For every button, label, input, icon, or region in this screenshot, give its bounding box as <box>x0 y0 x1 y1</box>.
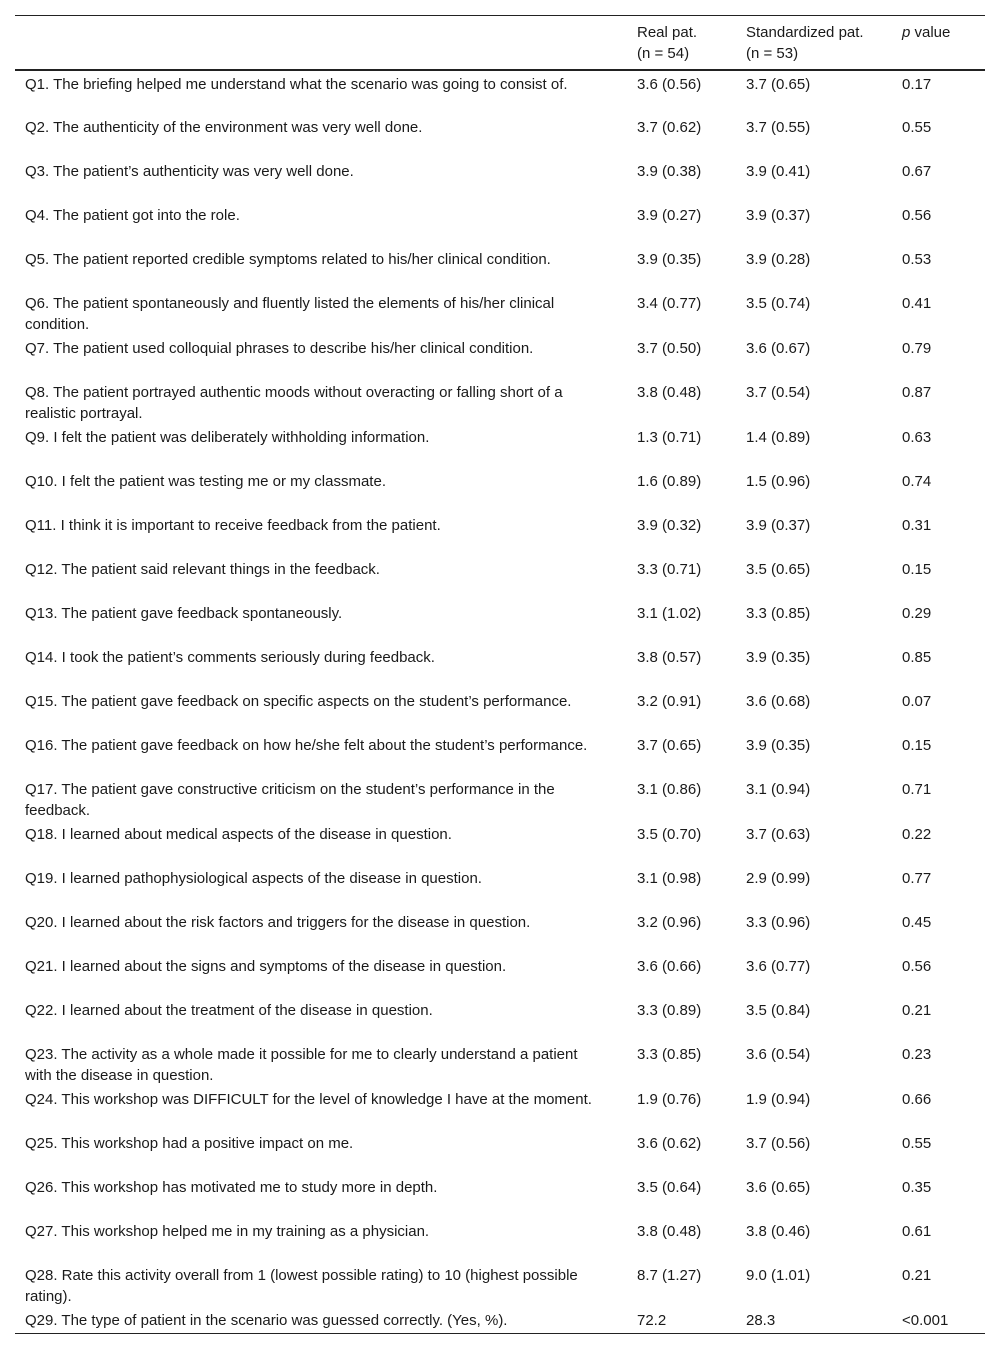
real-patient-cell: 3.1 (0.86) <box>637 780 702 798</box>
header-real-n: (n = 54) <box>637 45 690 62</box>
header-p-rest: value <box>910 24 951 41</box>
standardized-patient-cell: 3.5 (0.74) <box>746 294 811 312</box>
p-value-cell: 0.66 <box>902 1090 932 1108</box>
table-row <box>15 468 985 512</box>
question-cell: Q23. The activity as a whole made it possible for me to clearly understand a patient with the disease in question. <box>25 1045 578 1084</box>
question-cell: Q15. The patient gave feedback on specific aspects on the student’s performance. <box>25 692 572 710</box>
question-cell: Q18. I learned about medical aspects of the disease in question. <box>25 825 452 843</box>
question-cell: Q22. I learned about the treatment of the disease in question. <box>25 1001 433 1019</box>
real-patient-cell: 3.5 (0.64) <box>637 1178 702 1196</box>
table-row <box>15 865 985 909</box>
p-value-cell: 0.21 <box>902 1001 932 1019</box>
p-value-cell: 0.74 <box>902 472 932 490</box>
real-patient-cell: 3.3 (0.71) <box>637 560 702 578</box>
standardized-patient-cell: 1.5 (0.96) <box>746 472 811 490</box>
question-cell: Q3. The patient’s authenticity was very well done. <box>25 162 354 180</box>
results-table-container <box>15 15 985 1334</box>
p-value-cell: 0.55 <box>902 1134 932 1152</box>
question-cell: Q8. The patient portrayed authentic moods without overacting or falling short of a realistic portrayal. <box>25 383 563 422</box>
question-cell: Q26. This workshop has motivated me to study more in depth. <box>25 1178 438 1196</box>
real-patient-cell: 72.2 <box>637 1311 667 1329</box>
standardized-patient-cell: 3.7 (0.63) <box>746 825 811 843</box>
standardized-patient-cell: 1.9 (0.94) <box>746 1090 811 1108</box>
table-row <box>15 246 985 290</box>
real-patient-cell: 3.7 (0.50) <box>637 339 702 357</box>
p-value-cell: 0.29 <box>902 604 932 622</box>
real-patient-cell: 3.2 (0.91) <box>637 692 702 710</box>
table-row <box>15 1307 985 1334</box>
table-row <box>15 1130 985 1174</box>
real-patient-cell: 3.3 (0.85) <box>637 1045 702 1063</box>
question-cell: Q25. This workshop had a positive impact on me. <box>25 1134 354 1152</box>
standardized-patient-cell: 1.4 (0.89) <box>746 428 811 446</box>
p-value-cell: 0.87 <box>902 383 932 401</box>
standardized-patient-cell: 2.9 (0.99) <box>746 869 811 887</box>
real-patient-cell: 3.6 (0.62) <box>637 1134 702 1152</box>
standardized-patient-cell: 3.9 (0.35) <box>746 648 811 666</box>
table-row <box>15 776 985 821</box>
standardized-patient-cell: 3.8 (0.46) <box>746 1222 811 1240</box>
p-value-cell: 0.17 <box>902 75 932 93</box>
header-real-label: Real pat. <box>637 24 698 41</box>
standardized-patient-cell: 3.5 (0.84) <box>746 1001 811 1019</box>
question-cell: Q10. I felt the patient was testing me or my classmate. <box>25 472 386 490</box>
header-std-n: (n = 53) <box>746 45 799 62</box>
header-p-value <box>892 16 985 70</box>
table-row <box>15 1262 985 1307</box>
standardized-patient-cell: 9.0 (1.01) <box>746 1266 811 1284</box>
question-cell: Q7. The patient used colloquial phrases to describe his/her clinical condition. <box>25 339 534 357</box>
table-row <box>15 379 985 424</box>
question-cell: Q2. The authenticity of the environment was very well done. <box>25 118 423 136</box>
table-row <box>15 688 985 732</box>
standardized-patient-cell: 3.9 (0.37) <box>746 516 811 534</box>
question-cell: Q6. The patient spontaneously and fluently listed the elements of his/her clinical condition. <box>25 294 555 333</box>
p-value-cell: 0.15 <box>902 736 932 754</box>
p-value-cell: 0.45 <box>902 913 932 931</box>
table-row <box>15 821 985 865</box>
standardized-patient-cell: 3.1 (0.94) <box>746 780 811 798</box>
table-row <box>15 1218 985 1262</box>
real-patient-cell: 1.6 (0.89) <box>637 472 702 490</box>
standardized-patient-cell: 3.6 (0.67) <box>746 339 811 357</box>
real-patient-cell: 3.9 (0.38) <box>637 162 702 180</box>
table-row <box>15 290 985 335</box>
standardized-patient-cell: 3.9 (0.28) <box>746 250 811 268</box>
real-patient-cell: 3.9 (0.35) <box>637 250 702 268</box>
p-value-cell: 0.15 <box>902 560 932 578</box>
question-cell: Q29. The type of patient in the scenario was guessed correctly. (Yes, %). <box>25 1311 508 1329</box>
question-cell: Q24. This workshop was DIFFICULT for the level of knowledge I have at the moment. <box>25 1090 592 1108</box>
real-patient-cell: 3.6 (0.56) <box>637 75 702 93</box>
question-cell: Q9. I felt the patient was deliberately withholding information. <box>25 428 430 446</box>
table-row <box>15 70 985 114</box>
questionnaire-results-table <box>15 15 985 1334</box>
p-value-cell: 0.53 <box>902 250 932 268</box>
question-cell: Q4. The patient got into the role. <box>25 206 240 224</box>
standardized-patient-cell: 3.6 (0.65) <box>746 1178 811 1196</box>
standardized-patient-cell: 28.3 <box>746 1311 776 1329</box>
standardized-patient-cell: 3.9 (0.37) <box>746 206 811 224</box>
standardized-patient-cell: 3.3 (0.85) <box>746 604 811 622</box>
question-cell: Q16. The patient gave feedback on how he/she felt about the student’s performance. <box>25 736 588 754</box>
table-row <box>15 1174 985 1218</box>
table-row <box>15 732 985 776</box>
table-row <box>15 424 985 468</box>
p-value-cell: 0.67 <box>902 162 932 180</box>
standardized-patient-cell: 3.7 (0.65) <box>746 75 811 93</box>
standardized-patient-cell: 3.9 (0.35) <box>746 736 811 754</box>
p-value-cell: 0.63 <box>902 428 932 446</box>
question-cell: Q28. Rate this activity overall from 1 (lowest possible rating) to 10 (highest possible rating). <box>25 1266 578 1305</box>
real-patient-cell: 3.7 (0.62) <box>637 118 702 136</box>
table-row <box>15 997 985 1041</box>
real-patient-cell: 3.7 (0.65) <box>637 736 702 754</box>
p-value-cell: 0.07 <box>902 692 932 710</box>
question-cell: Q27. This workshop helped me in my training as a physician. <box>25 1222 430 1240</box>
p-value-cell: 0.21 <box>902 1266 932 1284</box>
header-question <box>15 16 627 70</box>
p-value-cell: 0.79 <box>902 339 932 357</box>
p-value-cell: <0.001 <box>902 1311 949 1329</box>
question-cell: Q5. The patient reported credible symptoms related to his/her clinical condition. <box>25 250 551 268</box>
p-value-cell: 0.85 <box>902 648 932 666</box>
table-row <box>15 1041 985 1086</box>
question-cell: Q14. I took the patient’s comments seriously during feedback. <box>25 648 435 666</box>
real-patient-cell: 3.2 (0.96) <box>637 913 702 931</box>
p-value-cell: 0.77 <box>902 869 932 887</box>
real-patient-cell: 3.9 (0.32) <box>637 516 702 534</box>
p-value-cell: 0.56 <box>902 206 932 224</box>
table-row <box>15 644 985 688</box>
real-patient-cell: 3.4 (0.77) <box>637 294 702 312</box>
standardized-patient-cell: 3.7 (0.55) <box>746 118 811 136</box>
p-value-cell: 0.22 <box>902 825 932 843</box>
question-cell: Q11. I think it is important to receive feedback from the patient. <box>25 516 441 534</box>
real-patient-cell: 3.5 (0.70) <box>637 825 702 843</box>
question-cell: Q17. The patient gave constructive criticism on the student’s performance in the feedback. <box>25 780 555 819</box>
p-value-cell: 0.55 <box>902 118 932 136</box>
table-row <box>15 909 985 953</box>
real-patient-cell: 8.7 (1.27) <box>637 1266 702 1284</box>
header-std-label: Standardized pat. <box>746 24 864 41</box>
header-p-symbol: p <box>902 24 911 41</box>
question-cell: Q19. I learned pathophysiological aspects of the disease in question. <box>25 869 482 887</box>
standardized-patient-cell: 3.6 (0.54) <box>746 1045 811 1063</box>
table-row <box>15 114 985 158</box>
real-patient-cell: 3.1 (1.02) <box>637 604 702 622</box>
standardized-patient-cell: 3.7 (0.56) <box>746 1134 811 1152</box>
real-patient-cell: 3.8 (0.57) <box>637 648 702 666</box>
table-row <box>15 600 985 644</box>
header-standardized-patient <box>736 16 892 70</box>
question-cell: Q12. The patient said relevant things in the feedback. <box>25 560 380 578</box>
table-row <box>15 512 985 556</box>
question-cell: Q21. I learned about the signs and symptoms of the disease in question. <box>25 957 507 975</box>
real-patient-cell: 3.8 (0.48) <box>637 383 702 401</box>
real-patient-cell: 1.9 (0.76) <box>637 1090 702 1108</box>
standardized-patient-cell: 3.6 (0.68) <box>746 692 811 710</box>
real-patient-cell: 3.8 (0.48) <box>637 1222 702 1240</box>
table-body <box>15 70 985 1334</box>
standardized-patient-cell: 3.7 (0.54) <box>746 383 811 401</box>
question-cell: Q20. I learned about the risk factors and triggers for the disease in question. <box>25 913 531 931</box>
p-value-cell: 0.71 <box>902 780 932 798</box>
real-patient-cell: 3.6 (0.66) <box>637 957 702 975</box>
table-row <box>15 158 985 202</box>
p-value-cell: 0.41 <box>902 294 932 312</box>
question-cell: Q1. The briefing helped me understand what the scenario was going to consist of. <box>25 75 568 93</box>
real-patient-cell: 3.1 (0.98) <box>637 869 702 887</box>
header-real-patient <box>627 16 736 70</box>
standardized-patient-cell: 3.3 (0.96) <box>746 913 811 931</box>
p-value-cell: 0.35 <box>902 1178 932 1196</box>
table-row <box>15 202 985 246</box>
table-row <box>15 556 985 600</box>
header-row <box>15 16 985 70</box>
real-patient-cell: 3.9 (0.27) <box>637 206 702 224</box>
table-row <box>15 335 985 379</box>
real-patient-cell: 1.3 (0.71) <box>637 428 702 446</box>
table-header <box>15 16 985 70</box>
real-patient-cell: 3.3 (0.89) <box>637 1001 702 1019</box>
p-value-cell: 0.56 <box>902 957 932 975</box>
table-row <box>15 953 985 997</box>
p-value-cell: 0.23 <box>902 1045 932 1063</box>
p-value-cell: 0.61 <box>902 1222 932 1240</box>
question-cell: Q13. The patient gave feedback spontaneously. <box>25 604 343 622</box>
standardized-patient-cell: 3.5 (0.65) <box>746 560 811 578</box>
p-value-cell: 0.31 <box>902 516 932 534</box>
standardized-patient-cell: 3.9 (0.41) <box>746 162 811 180</box>
standardized-patient-cell: 3.6 (0.77) <box>746 957 811 975</box>
table-row <box>15 1086 985 1130</box>
